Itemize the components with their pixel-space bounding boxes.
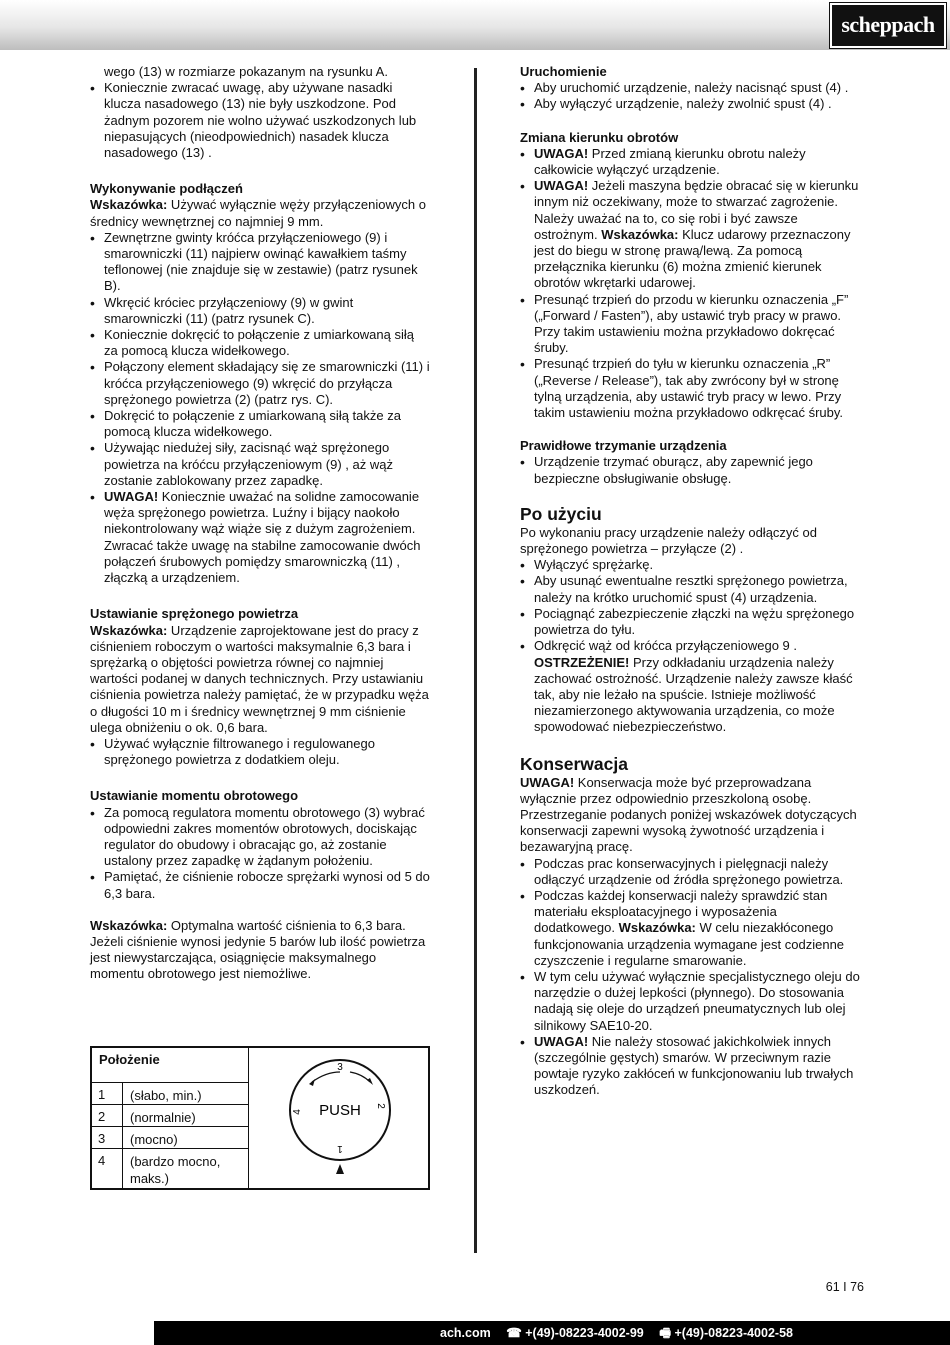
table-cell-label: (bardzo mocno, maks.) — [130, 1154, 221, 1186]
list-item: • Podczas każdej konserwacji należy sprawdzić stan materiału eksploatacyjnego i wyposażenia dodatkowego. Wskazówka: W celu niezakłóconego funkcjonowania urządzenia wymagane jest codzienne czyszczenie i regularne smarowanie. — [520, 888, 860, 969]
footer-phone: ☎ +(49)-08223-4002-99 — [506, 1326, 644, 1340]
list-item: • Presunąć trzpień do przodu w kierunku oznaczenia „F” („Forward / Fasten”), aby ustawić tryb pracy w prawo. Przy takim ustawieniu można przykładowo dokręcać śruby. — [520, 292, 860, 357]
list-item: • Aby wyłączyć urządzenie, należy zwolnić spust (4) . — [520, 96, 860, 112]
list-item: • Presunąć trzpień do tyłu w kierunku oznaczenia „R” („Reverse / Release”), tak aby zwrócony był w stronę tylną urządzenia, aby ustawić tryb pracy w lewo. Przy takim ustawieniu można przykładowo odkręcać śruby. — [520, 356, 860, 421]
dial-push-label: PUSH — [319, 1102, 361, 1119]
right-column — [520, 64, 860, 1099]
list-item-warning: • UWAGA! Koniecznie uważać na solidne zamocowanie węża sprężonego powietrza. Luźny i bijący naokoło niekontrolowany wąż wiąże się z dużym zagrożeniem. Zwracać także uwagę na stabilne zamocowanie dwóch połączeń śrubowych pomiędzy smarowniczką (11) , złączką a urządzeniem. — [90, 489, 430, 586]
footer-contacts — [440, 1325, 805, 1341]
connections-note: Wskazówka: Używać wyłącznie węży przyłączeniowych o średnicy wewnętrznej co najmniej 9 mm. — [90, 197, 426, 229]
list-item: • Urządzenie trzymać oburącz, aby zapewnić jego bezpieczne obsługiwanie obsługę. — [520, 454, 860, 486]
list-item: • Zewnętrzne gwinty króćca przyłączeniowego (9) i smarowniczki (11) najpierw owinąć kawałkiem taśmy teflonowej (nie znajduje się w zestawie) (patrz rysunek B). — [90, 230, 430, 295]
list-item: • Koniecznie zwracać uwagę, aby używane nasadki klucza nasadowego (13) nie były uszkodzone. Pod żadnym pozorem nie wolno używać uszkodzonych lub niepasujących (nieodpowiednich) nasadek klucza nasadowego (13) . — [90, 80, 430, 161]
list-item: • Podczas prac konserwacyjnych i pielęgnacji należy odłączyć urządzenie od źródła sprężonego powietrza. — [520, 856, 860, 888]
table-left-part — [92, 1048, 249, 1188]
table-cell-num: 4 — [98, 1153, 106, 1168]
holding-list — [520, 454, 860, 486]
table-row — [92, 1104, 248, 1126]
torque-dial-diagram — [282, 1054, 402, 1184]
start-title: Uruchomienie — [520, 64, 607, 79]
pressure-title: Ustawianie sprężonego powietrza — [90, 606, 299, 622]
torque-position-table — [90, 1046, 430, 1190]
dial-arrow-right — [350, 1072, 370, 1082]
intro-continuation: wego (13) w rozmiarze pokazanym na rysunku A. — [104, 64, 388, 79]
table-header: Położenie — [99, 1052, 160, 1067]
table-cell-num: 1 — [98, 1087, 106, 1102]
connections-list — [90, 230, 430, 586]
dial-mark-3: 3 — [337, 1062, 343, 1073]
table-cell-label: (normalnie) — [130, 1110, 196, 1125]
list-item: • Za pomocą regulatora momentu obrotowego (3) wybrać odpowiedni zakres momentów obrotowych, dociskając regulator do obudowy i obracając go, aż zostanie ustalony przez zapadkę w żądanym położeniu. — [90, 805, 430, 870]
footer-website: ach.com — [440, 1326, 491, 1340]
page-number: 61 I 76 — [825, 1280, 864, 1294]
table-row — [92, 1148, 248, 1190]
torque-note: Wskazówka: Optymalna wartość ciśnienia to 6,3 bara. Jeżeli ciśnienie wynosi jedynie 5 barów lub ilość powietrza jest niewystarczająca, osiągnięcie maksymalnego momentu obrotowego jest niemożliwe. — [90, 917, 426, 982]
table-cell-label: (mocno) — [130, 1132, 178, 1147]
maintenance-title: Konserwacja — [520, 753, 628, 774]
list-item: • Pamiętać, że ciśnienie robocze sprężarki wynosi od 5 do 6,3 bara. — [90, 869, 430, 901]
pressure-list — [90, 736, 430, 768]
column-divider — [474, 68, 477, 1253]
table-cell-label: (słabo, min.) — [130, 1088, 202, 1103]
pressure-note: Wskazówka: Urządzenie zaprojektowane jest do pracy z ciśnieniem roboczym o wartości maksymalnie 6,3 bara i sprężarką o objętości powietrza równej co najmniej wartości podanej w danych technicznych. Przy ustawianiu ciśnienia powietrza należy pamiętać, że w przypadku węża o długości 10 m i średnicy wewnętrznej 9 mm ciśnienie ulega obniżeniu o ok. 0,6 bara. — [90, 622, 429, 735]
direction-list — [520, 146, 860, 421]
maintenance-list — [520, 856, 860, 1099]
list-item: • Pociągnąć zabezpieczenie złączki na wężu sprężonego powietrza do tyłu. — [520, 606, 860, 638]
footer-fax: 🖷 +(49)-08223-4002-58 — [659, 1326, 793, 1340]
intro-list — [90, 80, 430, 161]
list-item: • Używając niedużej siły, zacisnąć wąż sprężonego powietrza na króćcu przyłączeniowym (9) , aż wąż zostanie zablokowany przez zapadkę. — [90, 440, 430, 489]
table-row — [92, 1126, 248, 1148]
torque-title: Ustawianie momentu obrotowego — [90, 788, 299, 804]
dial-mark-1: 1 — [337, 1143, 343, 1154]
list-item: • Używać wyłącznie filtrowanego i regulowanego sprężonego powietrza z dodatkiem oleju. — [90, 736, 430, 768]
footer-bar — [0, 1321, 950, 1345]
left-column — [90, 64, 430, 983]
after-use-list — [520, 557, 860, 735]
after-use-intro: Po wykonaniu pracy urządzenie należy odłączyć od sprężonego powietrza – przyłącze (2) . — [520, 524, 818, 557]
list-item: • UWAGA! Przed zmianą kierunku obrotu należy całkowicie wyłączyć urządzenie. — [520, 146, 860, 178]
maintenance-intro: UWAGA! Konserwacja może być przeprowadzana wyłącznie przez odpowiednio przeszkoloną osobę. Przestrzeganie podanych poniżej wskazówek dotyczących konserwacji zapewni wysoką żywotność urządzenia i bezawaryjną pracę. — [520, 774, 857, 855]
dial-mark-4: 4 — [292, 1109, 303, 1115]
dial-pointer-icon — [336, 1164, 344, 1174]
list-item: • UWAGA! Nie należy stosować jakichkolwiek innych (szczególnie gęstych) smarów. W przeciwnym razie powtaje ryzyko zakłóceń w funkcjonowaniu lub trwałych uszkodzeń. — [520, 1034, 860, 1099]
list-item: • W tym celu używać wyłącznie specjalistycznego oleju do narzędzie o dużej lepkości (płynnego). Do stosowania nadają się oleje do urządzeń pneumatycznych lub olej silnikowy SAE10-20. — [520, 969, 860, 1034]
after-use-title: Po użyciu — [520, 503, 602, 524]
list-item: • Połączony element składający się ze smarowniczki (11) i króćca przyłączeniowego (9) wkręcić do przyłącza sprężonego powietrza (2) (patrz rys. C). — [90, 359, 430, 408]
list-item: • Wkręcić króciec przyłączeniowy (9) w gwint smarowniczki (11) (patrz rysunek C). — [90, 295, 430, 327]
holding-title: Prawidłowe trzymanie urządzenia — [520, 438, 727, 454]
header-band — [0, 0, 950, 50]
dial-mark-2: 2 — [375, 1103, 386, 1109]
list-item: • UWAGA! Jeżeli maszyna będzie obracać się w kierunku innym niż oczekiwany, może to stwarzać zagrożenie. Należy uważać na to, co się robi i być zawsze ostrożnym. Wskazówka: Klucz udarowy przeznaczony jest do biegu w stronę prawą/lewą. Za pomocą przełącznika kierunku (6) można zmienić kierunek obrotów wkrętarki udarowej. — [520, 178, 860, 291]
brand-logo: scheppach — [830, 3, 946, 48]
list-item: • Odkręcić wąż od króćca przyłączeniowego 9 . OSTRZEŻENIE! Przy odkładaniu urządzenia należy zachować ostrożność. Urządzenie należy zawsze kłaść tak, aby nie leżało na spuście. Istnieje możliwość niezamierzonego aktywowania urządzenia, co może spowodować niebezpieczeństwo. — [520, 638, 860, 735]
list-item: • Koniecznie dokręcić to połączenie z umiarkowaną siłą za pomocą klucza widełkowego. — [90, 327, 430, 359]
table-row — [92, 1082, 248, 1104]
dial-arrow-left — [312, 1072, 340, 1082]
list-item: • Aby usunąć ewentualne resztki sprężonego powietrza, należy na krótko uruchomić spust (4) urządzenia. — [520, 573, 860, 605]
torque-list — [90, 805, 430, 902]
table-cell-num: 3 — [98, 1131, 106, 1146]
connections-title: Wykonywanie podłączeń — [90, 181, 243, 197]
list-item: • Aby uruchomić urządzenie, należy nacisnąć spust (4) . — [520, 80, 860, 96]
list-item: • Dokręcić to połączenie z umiarkowaną siłą także za pomocą klucza widełkowego. — [90, 408, 430, 440]
direction-title: Zmiana kierunku obrotów — [520, 129, 679, 145]
table-cell-num: 2 — [98, 1109, 106, 1124]
start-list — [520, 80, 860, 112]
list-item: • Wyłączyć sprężarkę. — [520, 557, 860, 573]
